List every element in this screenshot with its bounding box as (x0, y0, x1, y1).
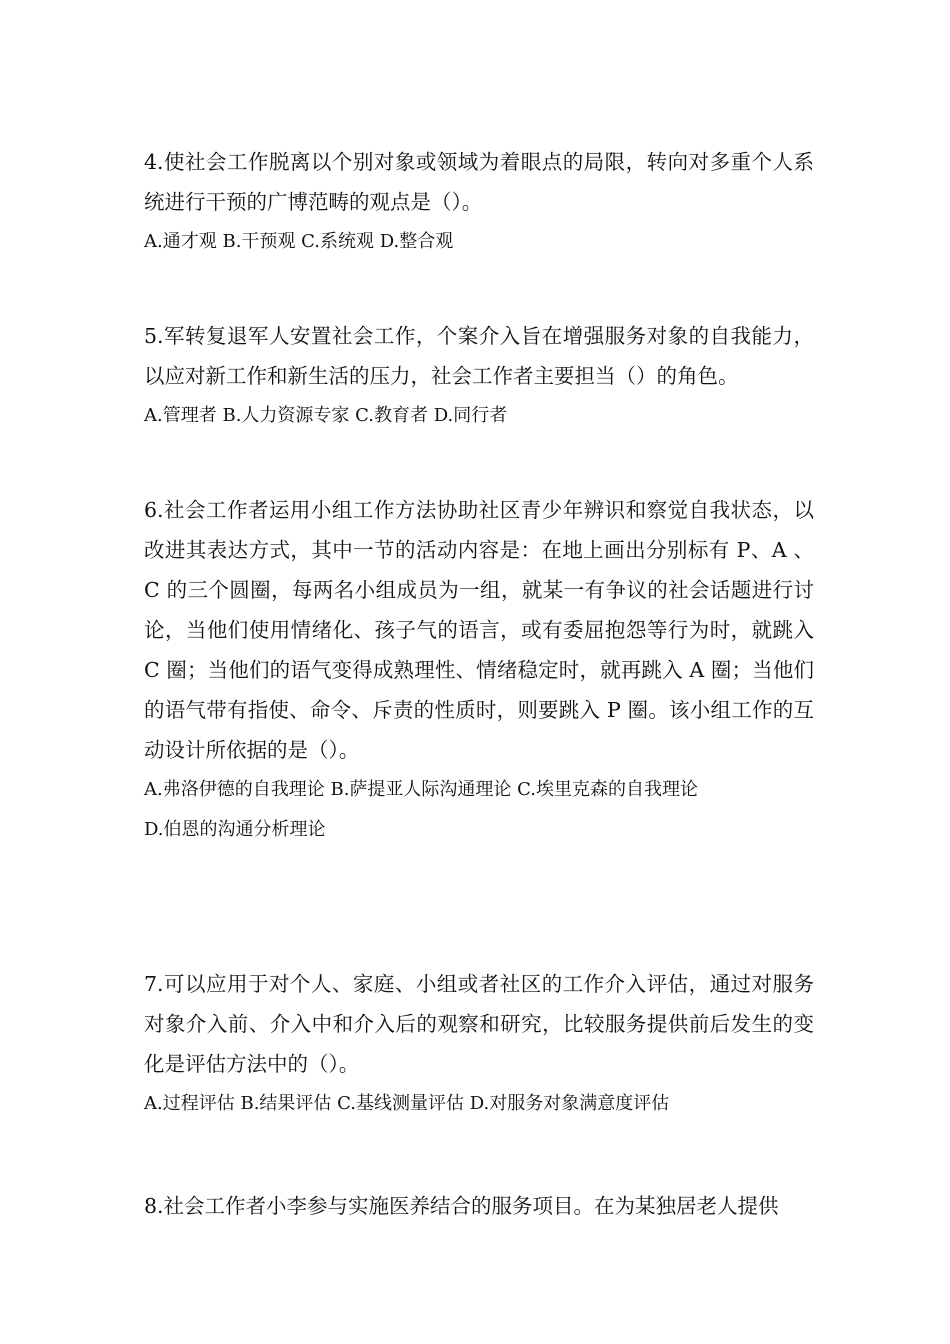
question-5 (144, 316, 814, 436)
question-stem: 4.使社会工作脱离以个别对象或领域为着眼点的局限，转向对多重个人系统进行干预的广博范畴的观点是（）。 (144, 150, 814, 214)
question-options (144, 222, 814, 262)
option-d: D.对服务对象满意度评估 (469, 1093, 670, 1114)
options-line (144, 810, 814, 850)
option-b: B.结果评估 (240, 1093, 332, 1114)
option-c: C.系统观 (301, 231, 375, 252)
question-stem: 5.军转复退军人安置社会工作，个案介入旨在增强服务对象的自我能力，以应对新工作和新生活的压力，社会工作者主要担当（）的角色。 (144, 324, 814, 388)
option-d: D.伯恩的沟通分析理论 (144, 819, 326, 840)
question-stem: 8.社会工作者小李参与实施医养结合的服务项目。在为某独居老人提供 (144, 1194, 779, 1218)
question-4 (144, 142, 814, 262)
option-b: B.干预观 (222, 231, 296, 252)
option-a: A.过程评估 (144, 1093, 235, 1114)
option-a: A.管理者 (144, 405, 217, 426)
question-options (144, 396, 814, 436)
options-line (144, 396, 814, 436)
question-stem: 6.社会工作者运用小组工作方法协助社区青少年辨识和察觉自我状态，以改进其表达方式，其中一节的活动内容是：在地上画出分别标有 P、A 、C 的三个圆圈，每两名小组成员为一组，就某一有争议的社会话题进行讨论，当他们使用情绪化、孩子气的语言，或有委屈抱怨等行为时，就跳入 C 圈；当他们的语气变得成熟理性、情绪稳定时，就再跳入 A 圈；当他们的语气带有指使、命令、斥责的性质时，则要跳入 P 圈。该小组工作的互动设计所依据的是（）。 (144, 498, 814, 762)
question-7 (144, 964, 814, 1124)
option-d: D.同行者 (433, 405, 508, 426)
question-8 (144, 1186, 814, 1226)
option-c: C.基线测量评估 (337, 1093, 465, 1114)
question-options (144, 1084, 814, 1124)
option-b: B.人力资源专家 (222, 405, 350, 426)
option-a: A.通才观 (144, 231, 217, 252)
options-line (144, 770, 814, 810)
option-c: C.埃里克森的自我理论 (517, 779, 699, 800)
option-d: D.整合观 (379, 231, 454, 252)
option-a: A.弗洛伊德的自我理论 (144, 779, 325, 800)
option-b: B.萨提亚人际沟通理论 (330, 779, 512, 800)
question-stem: 7.可以应用于对个人、家庭、小组或者社区的工作介入评估，通过对服务对象介入前、介入中和介入后的观察和研究，比较服务提供前后发生的变化是评估方法中的（）。 (144, 972, 814, 1076)
options-line (144, 1084, 814, 1124)
question-6 (144, 490, 814, 850)
question-options (144, 770, 814, 850)
option-c: C.教育者 (355, 405, 429, 426)
options-line (144, 222, 814, 262)
